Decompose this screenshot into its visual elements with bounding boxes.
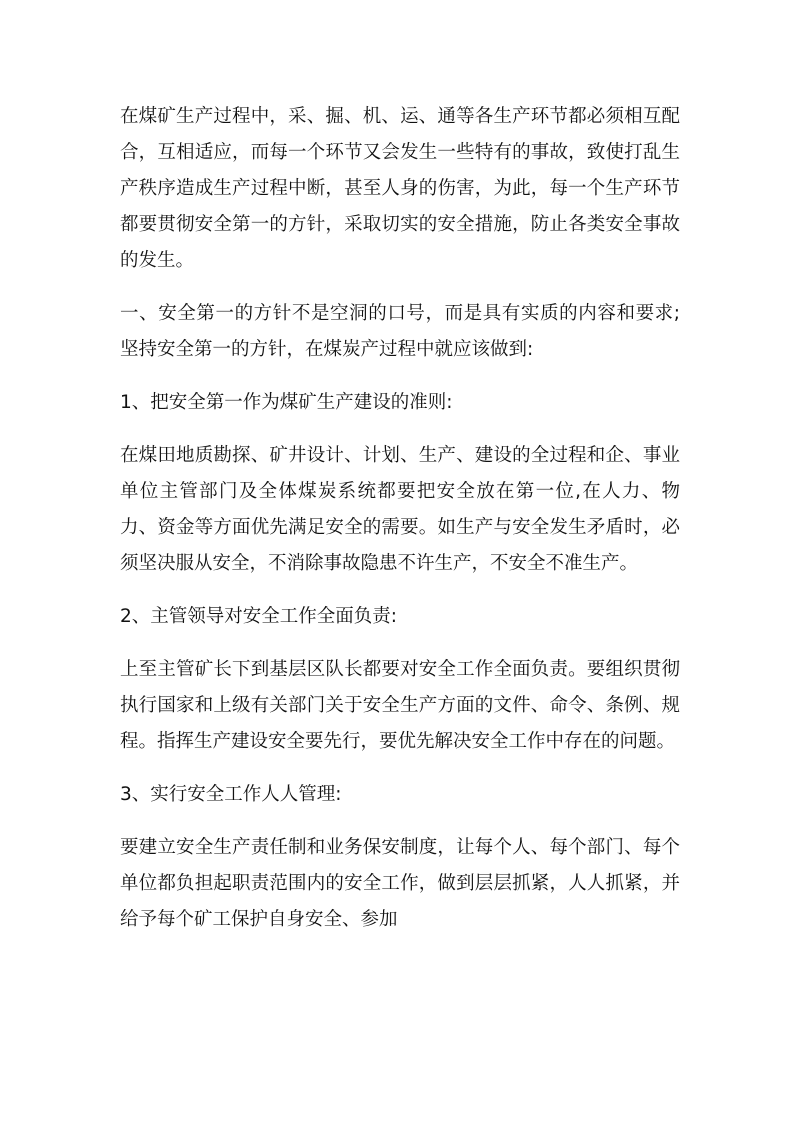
subheading-3: 3、实行安全工作人人管理: — [120, 784, 342, 805]
subheading-2: 2、主管领导对安全工作全面负责: — [120, 606, 398, 627]
paragraph-intro: 在煤矿生产过程中，采、掘、机、运、通等各生产环节都必须相互配合，互相适应，而每一个环节又会发生一些特有的事故，致使打乱生产秩序造成生产过程中断，甚至人身的伤害，为此，每一个生产环节都要贯彻安全第一的方针，采取切实的安全措施，防止各类安全事故的发生。 — [120, 106, 680, 271]
document-body — [120, 99, 680, 955]
subheading-1: 1、把安全第一作为煤矿生产建设的准则: — [120, 392, 453, 413]
paragraph-2: 上至主管矿长下到基层区队长都要对安全工作全面负责。要组织贯彻执行国家和上级有关部门关于安全生产方面的文件、命令、条例、规程。指挥生产建设安全要先行，要优先解决安全工作中存在的问题。 — [120, 659, 680, 752]
section-heading-1: 一、安全第一的方针不是空洞的口号，而是具有实质的内容和要求;坚持安全第一的方针，在煤炭产过程中就应该做到: — [120, 303, 680, 360]
paragraph-3: 要建立安全生产责任制和业务保安制度，让每个人、每个部门、每个单位都负担起职责范围内的安全工作，做到层层抓紧，人人抓紧，并给予每个矿工保护自身安全、参加 — [120, 837, 680, 930]
paragraph-1: 在煤田地质勘探、矿井设计、计划、生产、建设的全过程和企、事业单位主管部门及全体煤炭系统都要把安全放在第一位,在人力、物力、资金等方面优先满足安全的需要。如生产与安全发生矛盾时，必须坚决服从安全，不消除事故隐患不许生产，不安全不准生产。 — [120, 445, 680, 574]
